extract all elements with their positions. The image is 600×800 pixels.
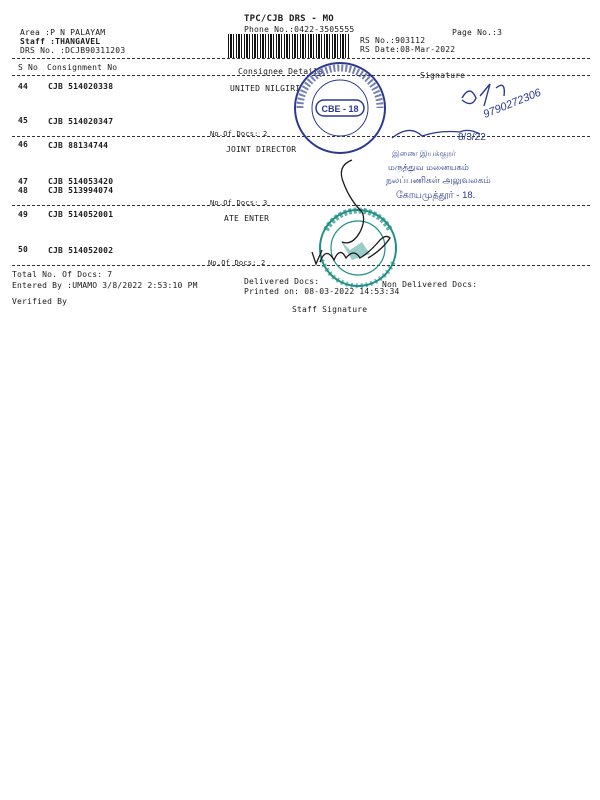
row-45-docs: No.Of Docs: 2 (210, 130, 268, 138)
row-48-sno: 48 (18, 186, 29, 195)
row-50-docs: No.Of Docs: 2 (208, 259, 266, 267)
row-47-sno: 47 (18, 177, 29, 186)
area-field: Area :P N PALAYAM (20, 28, 106, 37)
row-45-consignment: CJB 514020347 (48, 117, 114, 126)
row-46-sno: 46 (18, 140, 29, 149)
printed-on: Printed on: 08-03-2022 14:53:34 (244, 287, 400, 296)
tamil-stamp (386, 130, 491, 201)
svg-text:நலப்பணிகள் அலுவலகம்: நலப்பணிகள் அலுவலகம் (386, 175, 491, 185)
non-delivered-docs: Non Delivered Docs: (382, 280, 478, 289)
svg-text:இணை இயக்குநர்: இணை இயக்குநர் (392, 149, 456, 158)
rs-date: RS Date:08-Mar-2022 (360, 45, 456, 54)
page-number: Page No.:3 (452, 28, 503, 37)
drs-number: DRS No. :DCJB90311203 (20, 46, 126, 55)
svg-text:மருத்துவ மனையகம்: மருத்துவ மனையகம் (388, 162, 469, 172)
svg-text:8/3/22: 8/3/22 (458, 132, 486, 143)
row-44-consignee: UNITED NILGIRI (230, 84, 301, 93)
phone-number: Phone No.:0422-3505555 (244, 25, 355, 34)
col-header-sno: S No (18, 63, 39, 72)
row-50-consignment: CJB 514052002 (48, 246, 114, 255)
staff-field: Staff :THANGAVEL (20, 37, 101, 46)
delivered-docs: Delivered Docs: (244, 277, 320, 286)
stamp-center-text: CBE - 18 (321, 104, 359, 114)
row-49-consignment: CJB 514052001 (48, 210, 114, 219)
row-46-consignment: CJB 88134744 (48, 141, 109, 150)
svg-text:9790272306: 9790272306 (481, 86, 543, 121)
col-header-signature: Signature (420, 71, 466, 80)
handwritten-phone (462, 84, 544, 121)
row-46-consignee: JOINT DIRECTOR (226, 145, 297, 154)
row-47-consignment: CJB 514053420 (48, 177, 114, 186)
row-44-sno: 44 (18, 82, 29, 91)
row-44-consignment: CJB 514020338 (48, 82, 114, 91)
report-title: TPC/CJB DRS - MO (244, 14, 334, 24)
row-48-consignment: CJB 513994074 (48, 186, 114, 195)
svg-text:கோயமுத்தூர் - 18.: கோயமுத்தூர் - 18. (396, 190, 476, 201)
estate-stamp (295, 63, 385, 153)
entered-by: Entered By :UMAMO 3/8/2022 2:53:10 PM (12, 281, 198, 290)
row-49-sno: 49 (18, 210, 29, 219)
rs-number: RS No.:903112 (360, 36, 426, 45)
verified-by: Verified By (12, 297, 68, 306)
round-seal (320, 210, 396, 286)
col-header-consignment: Consignment No (47, 63, 118, 72)
col-header-consignee: Consignee Details (238, 67, 324, 76)
row-48-docs: No.Of Docs: 3 (210, 199, 268, 207)
total-docs: Total No. Of Docs: 7 (12, 270, 113, 279)
staff-signature-label: Staff Signature (292, 305, 368, 314)
row-49-consignee: ATE ENTER (224, 214, 270, 223)
row-45-sno: 45 (18, 116, 29, 125)
row-50-sno: 50 (18, 245, 29, 254)
